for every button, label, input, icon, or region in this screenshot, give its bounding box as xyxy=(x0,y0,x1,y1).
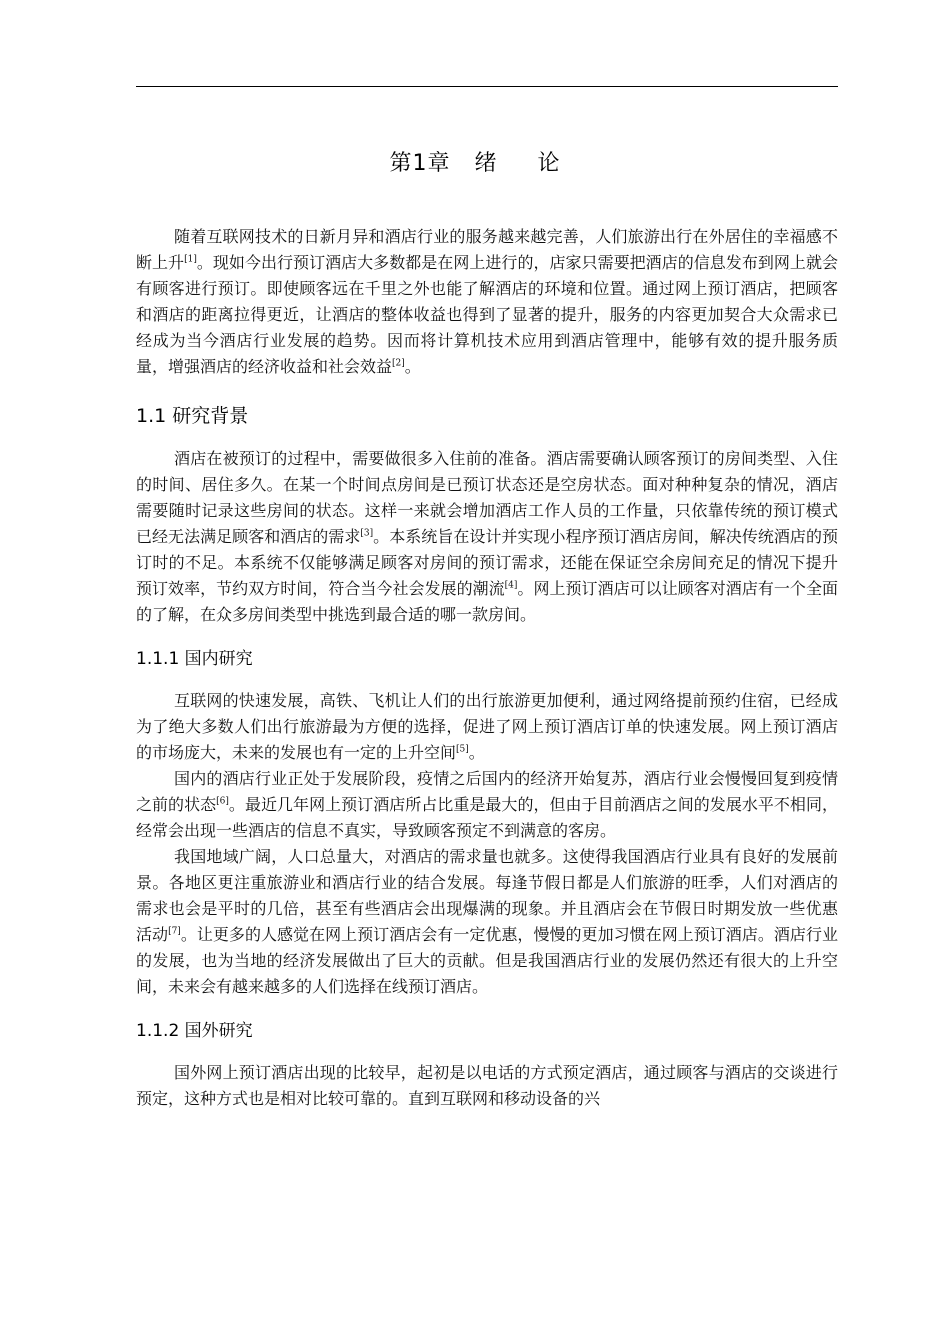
chapter-title-char-1: 绪 xyxy=(474,151,498,176)
domestic-paragraph-2: 国内的酒店行业正处于发展阶段，疫情之后国内的经济开始复苏，酒店行业会慢慢回复到疫情之前的状态[6]。最近几年网上预订酒店所占比重是最大的，但由于目前酒店之间的发展水平不相同，经常会出现一些酒店的信息不真实，导致顾客预定不到满意的客房。 xyxy=(136,769,838,840)
intro-paragraph: 随着互联网技术的日新月异和酒店行业的服务越来越完善，人们旅游出行在外居住的幸福感不断上升[1]。现如今出行预订酒店大多数都是在网上进行的，店家只需要把酒店的信息发布到网上就会有顾客进行预订。即使顾客远在千里之外也能了解酒店的环境和位置。通过网上预订酒店，把顾客和酒店的距离拉得更近，让酒店的整体收益也得到了显著的提升，服务的内容更加契合大众需求已经成为当今酒店行业发展的趋势。因而将计算机技术应用到酒店管理中，能够有效的提升服务质量，增强酒店的经济收益和社会效益[2]。 xyxy=(136,227,838,376)
citation-6: [6] xyxy=(216,796,229,807)
chapter-title-char-2: 论 xyxy=(537,151,561,176)
citation-5: [5] xyxy=(456,744,469,755)
citation-1: [1] xyxy=(184,254,197,265)
chapter-body xyxy=(136,224,838,1112)
section-heading-1-1: 1.1 研究背景 xyxy=(136,405,249,427)
citation-2: [2] xyxy=(392,358,405,369)
citation-4: [4] xyxy=(504,580,518,591)
domestic-paragraph-3: 我国地域广阔，人口总量大，对酒店的需求量也就多。这使得我国酒店行业具有良好的发展前景。各地区更注重旅游业和酒店行业的结合发展。每逢节假日都是人们旅游的旺季，人们对酒店的需求也会是平时的几倍，甚至有些酒店会出现爆满的现象。并且酒店会在节假日时期发放一些优惠活动[7]。让更多的人感觉在网上预订酒店会有一定优惠，慢慢的更加习惯在网上预订酒店。酒店行业的发展，也为当地的经济发展做出了巨大的贡献。但是我国酒店行业的发展仍然还有很大的上升空间，未来会有越来越多的人们选择在线预订酒店。 xyxy=(136,847,838,996)
foreign-paragraph-1: 国外网上预订酒店出现的比较早，起初是以电话的方式预定酒店，通过顾客与酒店的交谈进行预定，这种方式也是相对比较可靠的。直到互联网和移动设备的兴 xyxy=(136,1063,838,1108)
citation-7: [7] xyxy=(168,926,181,937)
domestic-paragraph-1: 互联网的快速发展，高铁、飞机让人们的出行旅游更加便利，通过网络提前预约住宿，已经成为了绝大多数人们出行旅游最为方便的选择，促进了网上预订酒店订单的快速发展。网上预订酒店的市场庞大，未来的发展也有一定的上升空间[5]。 xyxy=(136,691,838,762)
chapter-title xyxy=(0,146,950,177)
header-rule xyxy=(136,86,838,87)
background-paragraph: 酒店在被预订的过程中，需要做很多入住前的准备。酒店需要确认顾客预订的房间类型、入住的时间、居住多久。在某一个时间点房间是已预订状态还是空房状态。面对种种复杂的情况，酒店需要随时记录这些房间的状态。这样一来就会增加酒店工作人员的工作量，只依靠传统的预订模式已经无法满足顾客和酒店的需求[3]。本系统旨在设计并实现小程序预订酒店房间，解决传统酒店的预订时的不足。本系统不仅能够满足顾客对房间的预订需求，还能在保证空余房间充足的情况下提升预订效率，节约双方时间，符合当今社会发展的潮流[4]。网上预订酒店可以让顾客对酒店有一个全面的了解，在众多房间类型中挑选到最合适的哪一款房间。 xyxy=(136,449,838,624)
section-heading-1-1-1: 1.1.1 国内研究 xyxy=(136,649,253,669)
section-heading-1-1-2: 1.1.2 国外研究 xyxy=(136,1021,253,1041)
citation-3: [3] xyxy=(360,528,374,539)
chapter-number: 第1章 xyxy=(389,151,451,176)
